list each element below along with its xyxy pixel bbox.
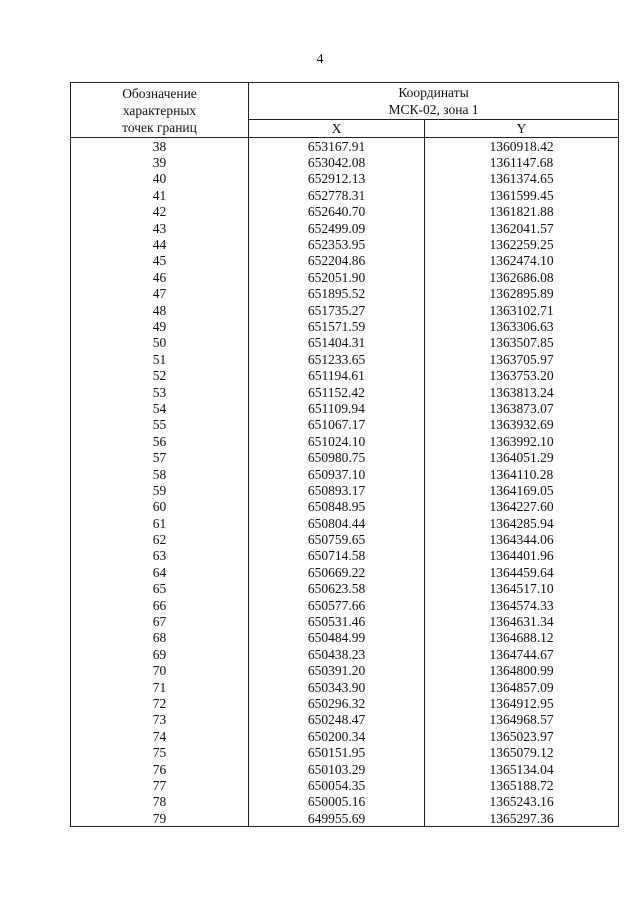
x-coordinate-cell: 651109.94 xyxy=(249,400,425,416)
y-coordinate-cell: 1363873.07 xyxy=(425,400,619,416)
table-row xyxy=(71,794,619,810)
point-number-cell: 60 xyxy=(71,499,249,515)
point-number-cell: 45 xyxy=(71,253,249,269)
x-coordinate-cell: 651233.65 xyxy=(249,351,425,367)
y-coordinate-cell: 1361147.68 xyxy=(425,154,619,170)
y-coordinate-cell: 1361374.65 xyxy=(425,171,619,187)
point-number-cell: 50 xyxy=(71,335,249,351)
x-coordinate-cell: 652912.13 xyxy=(249,171,425,187)
coordinates-table xyxy=(70,82,619,827)
y-coordinate-cell: 1364857.09 xyxy=(425,679,619,695)
y-coordinate-cell: 1365297.36 xyxy=(425,810,619,827)
point-number-cell: 49 xyxy=(71,318,249,334)
point-number-cell: 71 xyxy=(71,679,249,695)
point-number-cell: 77 xyxy=(71,777,249,793)
x-coordinate-cell: 651024.10 xyxy=(249,433,425,449)
x-coordinate-cell: 650054.35 xyxy=(249,777,425,793)
y-coordinate-cell: 1364401.96 xyxy=(425,548,619,564)
table-row xyxy=(71,744,619,760)
x-coordinate-cell: 652204.86 xyxy=(249,253,425,269)
y-coordinate-cell: 1364110.28 xyxy=(425,466,619,482)
x-coordinate-cell: 650151.95 xyxy=(249,744,425,760)
y-coordinate-cell: 1364051.29 xyxy=(425,449,619,465)
table-row xyxy=(71,712,619,728)
y-coordinate-cell: 1364912.95 xyxy=(425,695,619,711)
table-row xyxy=(71,138,619,155)
table-row xyxy=(71,171,619,187)
table-row xyxy=(71,400,619,416)
x-coordinate-cell: 650804.44 xyxy=(249,515,425,531)
x-coordinate-cell: 652640.70 xyxy=(249,204,425,220)
y-coordinate-cell: 1363753.20 xyxy=(425,367,619,383)
table-row xyxy=(71,302,619,318)
y-coordinate-cell: 1365188.72 xyxy=(425,777,619,793)
coordinates-header xyxy=(249,83,619,120)
coordinate-system: МСК-02, зона 1 xyxy=(388,102,479,117)
x-coordinate-cell: 651194.61 xyxy=(249,367,425,383)
table-row xyxy=(71,663,619,679)
table-row xyxy=(71,482,619,498)
page-number: 4 xyxy=(316,52,324,67)
table-row xyxy=(71,286,619,302)
x-coordinate-cell: 650484.99 xyxy=(249,630,425,646)
x-coordinate-cell: 650669.22 xyxy=(249,564,425,580)
point-number-cell: 63 xyxy=(71,548,249,564)
point-number-cell: 57 xyxy=(71,449,249,465)
x-coordinate-cell: 650623.58 xyxy=(249,581,425,597)
table-row xyxy=(71,581,619,597)
x-coordinate-cell: 650391.20 xyxy=(249,663,425,679)
y-coordinate-cell: 1363705.97 xyxy=(425,351,619,367)
point-header-line-3: точек границ xyxy=(122,119,197,135)
table-row xyxy=(71,351,619,367)
y-coordinate-cell: 1364459.64 xyxy=(425,564,619,580)
table-row xyxy=(71,777,619,793)
point-number-cell: 53 xyxy=(71,384,249,400)
y-coordinate-cell: 1364285.94 xyxy=(425,515,619,531)
point-number-cell: 44 xyxy=(71,236,249,252)
point-number-cell: 43 xyxy=(71,220,249,236)
point-number-cell: 51 xyxy=(71,351,249,367)
point-number-cell: 76 xyxy=(71,761,249,777)
table-row xyxy=(71,466,619,482)
x-coordinate-cell: 650343.90 xyxy=(249,679,425,695)
y-coordinate-cell: 1362259.25 xyxy=(425,236,619,252)
table-row xyxy=(71,154,619,170)
point-number-cell: 47 xyxy=(71,286,249,302)
x-coordinate-cell: 652051.90 xyxy=(249,269,425,285)
point-number-cell: 69 xyxy=(71,646,249,662)
point-number-cell: 70 xyxy=(71,663,249,679)
point-number-cell: 79 xyxy=(71,810,249,827)
x-coordinate-cell: 651571.59 xyxy=(249,318,425,334)
point-number-cell: 55 xyxy=(71,417,249,433)
table-row xyxy=(71,531,619,547)
point-number-cell: 73 xyxy=(71,712,249,728)
table-row xyxy=(71,695,619,711)
y-coordinate-cell: 1362474.10 xyxy=(425,253,619,269)
point-number-cell: 48 xyxy=(71,302,249,318)
x-coordinate-cell: 650200.34 xyxy=(249,728,425,744)
point-number-cell: 59 xyxy=(71,482,249,498)
point-number-cell: 72 xyxy=(71,695,249,711)
y-coordinate-cell: 1364968.57 xyxy=(425,712,619,728)
table-row xyxy=(71,318,619,334)
table-row xyxy=(71,433,619,449)
x-coordinate-cell: 650714.58 xyxy=(249,548,425,564)
x-coordinate-cell: 650531.46 xyxy=(249,613,425,629)
point-number-cell: 40 xyxy=(71,171,249,187)
y-coordinate-cell: 1364744.67 xyxy=(425,646,619,662)
y-coordinate-cell: 1362041.57 xyxy=(425,220,619,236)
table-row xyxy=(71,335,619,351)
point-number-cell: 61 xyxy=(71,515,249,531)
y-coordinate-cell: 1363507.85 xyxy=(425,335,619,351)
point-number-cell: 42 xyxy=(71,204,249,220)
x-coordinate-cell: 651735.27 xyxy=(249,302,425,318)
y-coordinate-cell: 1363932.69 xyxy=(425,417,619,433)
x-coordinate-cell: 650248.47 xyxy=(249,712,425,728)
table-row xyxy=(71,597,619,613)
x-coordinate-cell: 649955.69 xyxy=(249,810,425,827)
x-coordinate-cell: 650103.29 xyxy=(249,761,425,777)
y-coordinate-cell: 1365134.04 xyxy=(425,761,619,777)
table-row xyxy=(71,367,619,383)
y-coordinate-cell: 1365079.12 xyxy=(425,744,619,760)
table-row xyxy=(71,728,619,744)
y-coordinate-cell: 1363813.24 xyxy=(425,384,619,400)
point-header-line-1: Обозначение xyxy=(122,85,197,101)
y-coordinate-cell: 1365023.97 xyxy=(425,728,619,744)
x-coordinate-cell: 651067.17 xyxy=(249,417,425,433)
header-row-top xyxy=(71,83,619,120)
table-row xyxy=(71,613,619,629)
point-designation-header xyxy=(71,83,249,138)
y-coordinate-cell: 1362895.89 xyxy=(425,286,619,302)
point-number-cell: 62 xyxy=(71,531,249,547)
x-coordinate-cell: 653042.08 xyxy=(249,154,425,170)
point-number-cell: 56 xyxy=(71,433,249,449)
x-coordinate-cell: 652353.95 xyxy=(249,236,425,252)
table-row xyxy=(71,646,619,662)
point-number-cell: 46 xyxy=(71,269,249,285)
point-number-cell: 58 xyxy=(71,466,249,482)
point-number-cell: 64 xyxy=(71,564,249,580)
table-row xyxy=(71,515,619,531)
table-row xyxy=(71,564,619,580)
y-coordinate-cell: 1360918.42 xyxy=(425,138,619,155)
x-coordinate-cell: 650980.75 xyxy=(249,449,425,465)
table-row xyxy=(71,417,619,433)
y-coordinate-cell: 1364574.33 xyxy=(425,597,619,613)
x-coordinate-cell: 650848.95 xyxy=(249,499,425,515)
table-row xyxy=(71,810,619,827)
x-coordinate-cell: 650759.65 xyxy=(249,531,425,547)
point-number-cell: 39 xyxy=(71,154,249,170)
table-row xyxy=(71,204,619,220)
y-coordinate-cell: 1364169.05 xyxy=(425,482,619,498)
y-coordinate-cell: 1364631.34 xyxy=(425,613,619,629)
point-number-cell: 78 xyxy=(71,794,249,810)
y-coordinate-cell: 1363306.63 xyxy=(425,318,619,334)
x-coordinate-cell: 651895.52 xyxy=(249,286,425,302)
y-coordinate-cell: 1364800.99 xyxy=(425,663,619,679)
y-coordinate-cell: 1364517.10 xyxy=(425,581,619,597)
x-coordinate-cell: 653167.91 xyxy=(249,138,425,155)
table-row xyxy=(71,679,619,695)
y-column-header: Y xyxy=(425,120,619,138)
table-row xyxy=(71,449,619,465)
table-row xyxy=(71,269,619,285)
x-coordinate-cell: 650438.23 xyxy=(249,646,425,662)
y-coordinate-cell: 1363102.71 xyxy=(425,302,619,318)
y-coordinate-cell: 1361821.88 xyxy=(425,204,619,220)
y-coordinate-cell: 1364344.06 xyxy=(425,531,619,547)
table-row xyxy=(71,384,619,400)
table-row xyxy=(71,253,619,269)
point-number-cell: 54 xyxy=(71,400,249,416)
point-number-cell: 52 xyxy=(71,367,249,383)
x-coordinate-cell: 650005.16 xyxy=(249,794,425,810)
x-column-header: X xyxy=(249,120,425,138)
point-number-cell: 38 xyxy=(71,138,249,155)
x-coordinate-cell: 650296.32 xyxy=(249,695,425,711)
x-coordinate-cell: 651152.42 xyxy=(249,384,425,400)
table-row xyxy=(71,761,619,777)
x-coordinate-cell: 650937.10 xyxy=(249,466,425,482)
table-row xyxy=(71,548,619,564)
point-number-cell: 41 xyxy=(71,187,249,203)
point-number-cell: 74 xyxy=(71,728,249,744)
coordinates-title: Координаты xyxy=(398,85,469,100)
point-number-cell: 67 xyxy=(71,613,249,629)
table-row xyxy=(71,630,619,646)
point-number-cell: 66 xyxy=(71,597,249,613)
x-coordinate-cell: 652778.31 xyxy=(249,187,425,203)
y-coordinate-cell: 1361599.45 xyxy=(425,187,619,203)
x-coordinate-cell: 650893.17 xyxy=(249,482,425,498)
y-coordinate-cell: 1364688.12 xyxy=(425,630,619,646)
y-coordinate-cell: 1362686.08 xyxy=(425,269,619,285)
point-number-cell: 68 xyxy=(71,630,249,646)
point-number-cell: 65 xyxy=(71,581,249,597)
y-coordinate-cell: 1364227.60 xyxy=(425,499,619,515)
point-number-cell: 75 xyxy=(71,744,249,760)
point-header-line-2: характерных xyxy=(122,102,197,118)
table-header xyxy=(71,83,619,138)
y-coordinate-cell: 1363992.10 xyxy=(425,433,619,449)
x-coordinate-cell: 650577.66 xyxy=(249,597,425,613)
x-coordinate-cell: 652499.09 xyxy=(249,220,425,236)
table-row xyxy=(71,236,619,252)
x-coordinate-cell: 651404.31 xyxy=(249,335,425,351)
table-row xyxy=(71,499,619,515)
table-row xyxy=(71,187,619,203)
table-row xyxy=(71,220,619,236)
y-coordinate-cell: 1365243.16 xyxy=(425,794,619,810)
table-body xyxy=(71,138,619,827)
